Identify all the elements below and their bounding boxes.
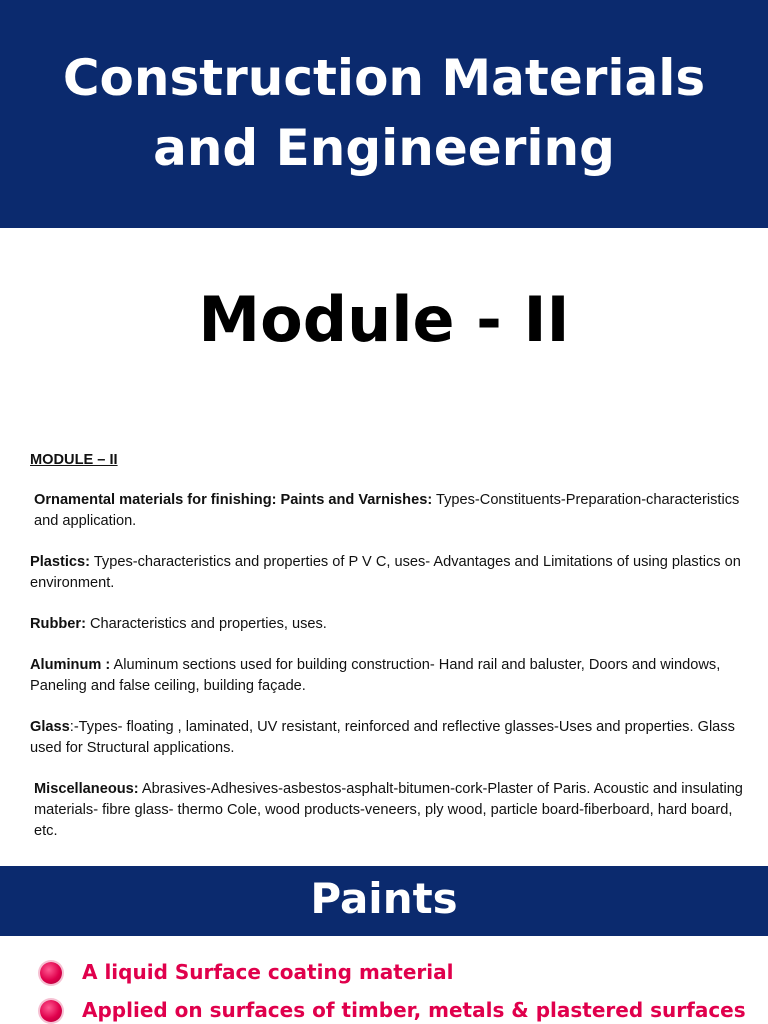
syllabus-item-rubber (30, 614, 752, 635)
syllabus-item-label: Miscellaneous: (34, 781, 139, 797)
syllabus-item-label: Aluminum : (30, 657, 111, 673)
syllabus-item-miscellaneous (30, 779, 752, 842)
bullet-item (40, 994, 760, 1024)
module-heading: Module - II (198, 283, 570, 356)
title-line-1: Construction Materials (62, 49, 706, 107)
syllabus-item-aluminum (30, 655, 752, 697)
title-line-2: and Engineering (153, 119, 615, 177)
syllabus-item-glass (30, 717, 752, 759)
bullet-list (40, 956, 760, 1024)
section-title: Paints (310, 874, 458, 923)
title-banner (0, 0, 768, 228)
syllabus-item-text: Types-Constituents-Preparation-characteristics and application. (34, 492, 740, 529)
section-banner (0, 866, 768, 936)
syllabus-item-text: Characteristics and properties, uses. (85, 616, 327, 632)
syllabus-item-text: Abrasives-Adhesives-asbestos-asphalt-bitumen-cork-Plaster of Paris. Acoustic and insulating materials- fibre glass- thermo Cole, wood products-veneers, ply wood, particle board-fiberboard, hard board, etc. (34, 781, 743, 839)
syllabus-heading: MODULE – II (30, 452, 118, 468)
syllabus-item-plastics (30, 552, 752, 594)
bullet-dot-icon (40, 962, 62, 984)
syllabus-item-text: :-Types- floating , laminated, UV resistant, reinforced and reflective glasses-Uses and properties. Glass used for Structural applications. (30, 719, 735, 756)
bullet-text: Applied on surfaces of timber, metals & plastered surfaces (82, 998, 746, 1022)
syllabus-text-block (30, 450, 752, 862)
syllabus-item-label: Rubber: (30, 616, 86, 632)
bullet-item (40, 956, 760, 994)
syllabus-item-label: Glass (30, 719, 70, 735)
syllabus-item-label: Plastics: (30, 554, 91, 570)
syllabus-item-text: Aluminum sections used for building construction- Hand rail and baluster, Doors and windows, Paneling and false ceiling, building façade. (30, 657, 721, 694)
bullet-text: A liquid Surface coating material (82, 960, 454, 984)
syllabus-item-text: Types-characteristics and properties of P V C, uses- Advantages and Limitations of using plastics on environment. (30, 554, 741, 591)
bullet-dot-icon (40, 1000, 62, 1022)
syllabus-item-label: Ornamental materials for finishing: Paints and Varnishes: (34, 492, 433, 508)
syllabus-item-ornamental (30, 490, 752, 532)
